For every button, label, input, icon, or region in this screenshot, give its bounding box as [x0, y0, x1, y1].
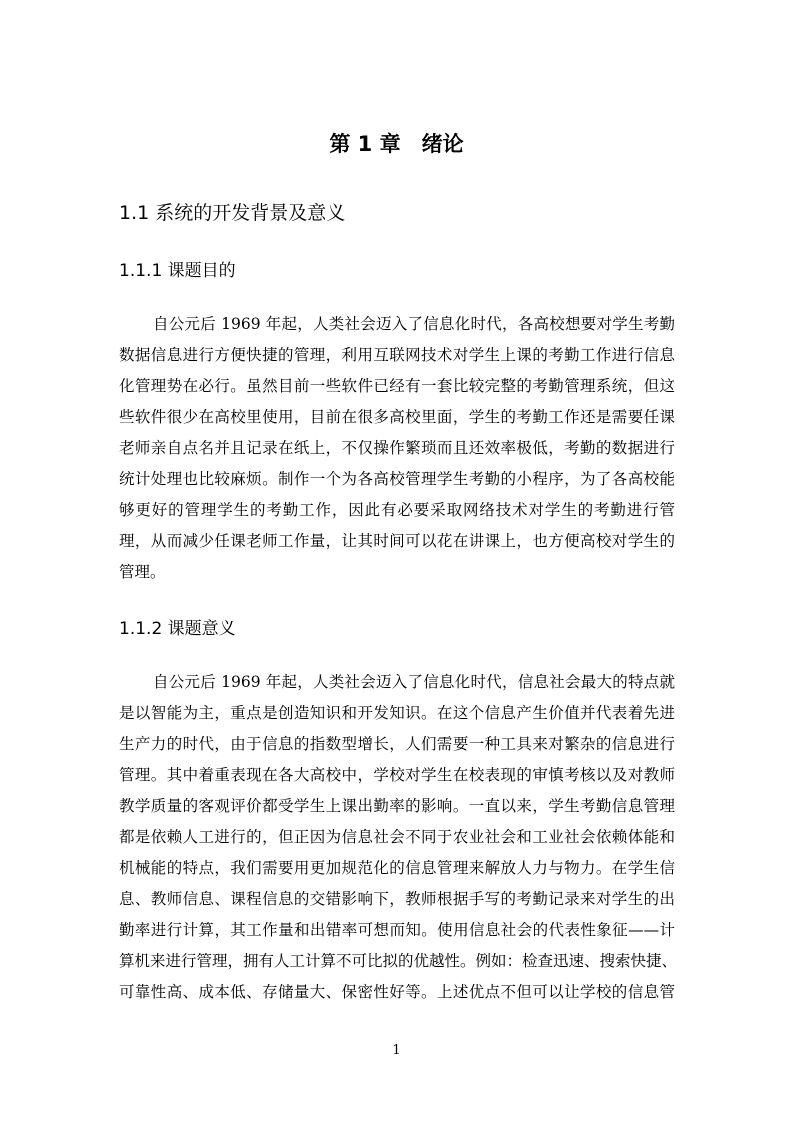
- paragraph-line: 够更好的管理学生的考勤工作，因此有必要采取网络技术对学生的考勤进行管: [119, 501, 675, 519]
- chapter-title: 第 1 章 绪论: [329, 132, 464, 156]
- paragraph-line: 勤率进行计算，其工作量和出错率可想而知。使用信息社会的代表性象征——计: [119, 921, 675, 939]
- paragraph-line: 数据信息进行方便快捷的管理，利用互联网技术对学生上课的考勤工作进行信息: [119, 346, 675, 364]
- paragraph-line: 统计处理也比较麻烦。制作一个为各高校管理学生考勤的小程序，为了各高校能: [119, 470, 675, 488]
- paragraph-line: 自公元后 1969 年起，人类社会迈入了信息化时代，各高校想要对学生考勤: [153, 315, 675, 333]
- paragraph-line: 息、教师信息、课程信息的交错影响下，教师根据手写的考勤记录来对学生的出: [119, 890, 675, 908]
- subsection-heading-significance: 1.1.2 课题意义: [119, 619, 236, 639]
- paragraph-line: 可靠性高、成本低、存储量大、保密性好等。上述优点不但可以让学校的信息管: [119, 983, 675, 1001]
- paragraph-line: 化管理势在必行。虽然目前一些软件已经有一套比较完整的考勤管理系统，但这: [119, 377, 675, 395]
- paragraph-line: 生产力的时代，由于信息的指数型增长，人们需要一种工具来对繁杂的信息进行: [119, 735, 675, 753]
- paragraph-purpose: [119, 309, 675, 588]
- paragraph-line: 算机来进行管理，拥有人工计算不可比拟的优越性。例如：检查迅速、搜索快捷、: [119, 952, 678, 970]
- paragraph-line: 管理。其中着重表现在各大高校中，学校对学生在校表现的审慎考核以及对教师: [119, 766, 675, 784]
- paragraph-significance: [119, 667, 678, 1008]
- subsection-heading-purpose: 1.1.1 课题目的: [119, 261, 236, 281]
- paragraph-line: 自公元后 1969 年起，人类社会迈入了信息化时代，信息社会最大的特点就: [153, 673, 675, 691]
- page-number: 1: [392, 1043, 401, 1058]
- paragraph-line: 理，从而减少任课老师工作量，让其时间可以花在讲课上，也方便高校对学生的: [119, 532, 675, 550]
- paragraph-line: 机械能的特点，我们需要用更加规范化的信息管理来解放人力与物力。在学生信: [119, 859, 675, 877]
- section-heading: 1.1 系统的开发背景及意义: [119, 202, 346, 224]
- paragraph-line: 些软件很少在高校里使用，目前在很多高校里面，学生的考勤工作还是需要任课: [119, 408, 675, 426]
- paragraph-line: 管理。: [119, 563, 166, 581]
- paragraph-line: 是以智能为主，重点是创造知识和开发知识。在这个信息产生价值并代表着先进: [119, 704, 675, 722]
- paragraph-line: 教学质量的客观评价都受学生上课出勤率的影响。一直以来，学生考勤信息管理: [119, 797, 675, 815]
- paragraph-line: 都是依赖人工进行的，但正因为信息社会不同于农业社会和工业社会依赖体能和: [119, 828, 675, 846]
- paragraph-line: 老师亲自点名并且记录在纸上，不仅操作繁琐而且还效率极低，考勤的数据进行: [119, 439, 675, 457]
